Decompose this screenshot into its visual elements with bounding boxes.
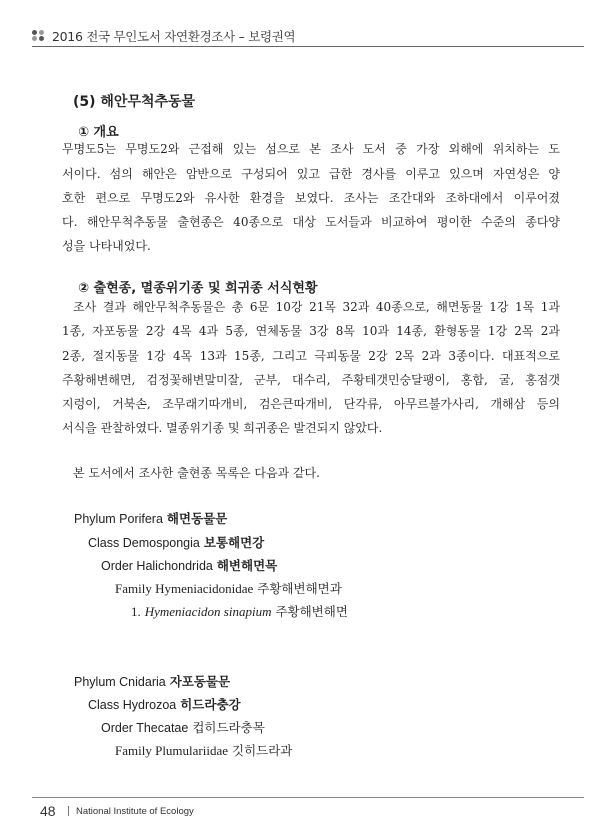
family-entry xyxy=(115,742,292,760)
footer-separator xyxy=(68,806,69,816)
class-sci: Class Demospongia xyxy=(88,536,200,550)
status-line: 2종, 절지동물 1강 4목 13과 15종, 그리고 극피동물 2강 2목 2과 3종이다. 대표적으로 xyxy=(62,349,560,363)
order-kor: 해변해면목 xyxy=(216,558,278,573)
species-sci: Hymeniacidon sinapium xyxy=(144,604,272,619)
order-kor: 컵히드라충목 xyxy=(192,720,265,735)
footer-organization: National Institute of Ecology xyxy=(76,806,194,817)
status-line: 1종, 자포동물 2강 4목 4과 5종, 연체동물 3강 8목 10과 14종, 환형동물 1강 2목 2과 xyxy=(62,324,560,338)
species-kor: 주황해변해면 xyxy=(275,604,348,619)
species-number: 1. xyxy=(131,604,141,619)
section-title: (5) 해안무척추동물 xyxy=(73,94,196,110)
overview-line: 무명도5는 무명도2와 근접해 있는 섬으로 본 조사 도서 중 가장 외해에 위치하는 도 xyxy=(62,142,560,156)
family-kor: 깃히드라과 xyxy=(232,743,293,758)
status-heading: ② 출현종, 멸종위기종 및 희귀종 서식현황 xyxy=(78,281,318,296)
dots-icon xyxy=(32,30,46,42)
phylum-sci: Phylum Porifera xyxy=(74,512,163,526)
order-entry xyxy=(101,719,265,737)
order-sci: Order Halichondrida xyxy=(101,559,213,573)
phylum-kor: 해면동물문 xyxy=(166,511,228,526)
running-header xyxy=(32,26,584,48)
family-sci: Family Hymeniacidonidae xyxy=(115,581,254,596)
status-line: 지렁이, 거북손, 조무래기따개비, 검은큰따개비, 단각류, 아무르불가사리, 개해삼 등의 xyxy=(62,397,560,411)
family-entry xyxy=(115,580,342,598)
overview-line: 호한 편으로 무명도2와 유사한 환경을 보였다. 조사는 조간대와 조하대에서 이루어졌 xyxy=(62,191,560,205)
list-intro: 본 도서에서 조사한 출현종 목록은 다음과 같다. xyxy=(73,466,320,480)
overview-line: 다. 해안무척추동물 출현종은 40종으로 대상 도서들과 비교하여 평이한 수준의 종다양 xyxy=(62,215,560,229)
phylum-entry xyxy=(74,673,230,691)
phylum-sci: Phylum Cnidaria xyxy=(74,675,166,689)
phylum-entry xyxy=(74,510,227,528)
class-kor: 보통해면강 xyxy=(203,535,265,550)
overview-line: 성을 나타내었다. xyxy=(62,239,151,253)
class-kor: 히드라충강 xyxy=(180,697,241,712)
order-sci: Order Thecatae xyxy=(101,721,189,735)
status-line: 서식을 관찰하였다. 멸종위기종 및 희귀종은 발견되지 않았다. xyxy=(62,421,383,435)
status-line: 조사 결과 해안무척추동물은 총 6문 10강 21목 32과 40종으로, 해면동물 1강 1목 1과 xyxy=(73,300,560,314)
footer-rule xyxy=(32,797,584,798)
status-line: 주황해변해면, 검정꽃해변말미잘, 군부, 대수리, 주황테갯민숭달팽이, 홍합, 굴, 홍점갯 xyxy=(62,373,560,387)
header-rule xyxy=(32,46,584,47)
page-number: 48 xyxy=(40,803,56,819)
species-entry xyxy=(131,603,348,621)
family-sci: Family Plumulariidae xyxy=(115,743,229,758)
overview-line: 서이다. 섬의 해안은 암반으로 구성되어 있고 급한 경사를 이루고 있으며 자연성은 양 xyxy=(62,167,560,181)
class-sci: Class Hydrozoa xyxy=(88,698,177,712)
phylum-kor: 자포동물문 xyxy=(169,674,231,689)
class-entry xyxy=(88,534,264,552)
overview-heading: ① 개요 xyxy=(78,125,119,140)
header-title: 2016 전국 무인도서 자연환경조사 – 보령권역 xyxy=(52,29,296,44)
class-entry xyxy=(88,696,241,714)
order-entry xyxy=(101,557,277,575)
family-kor: 주황해변해면과 xyxy=(257,581,342,596)
